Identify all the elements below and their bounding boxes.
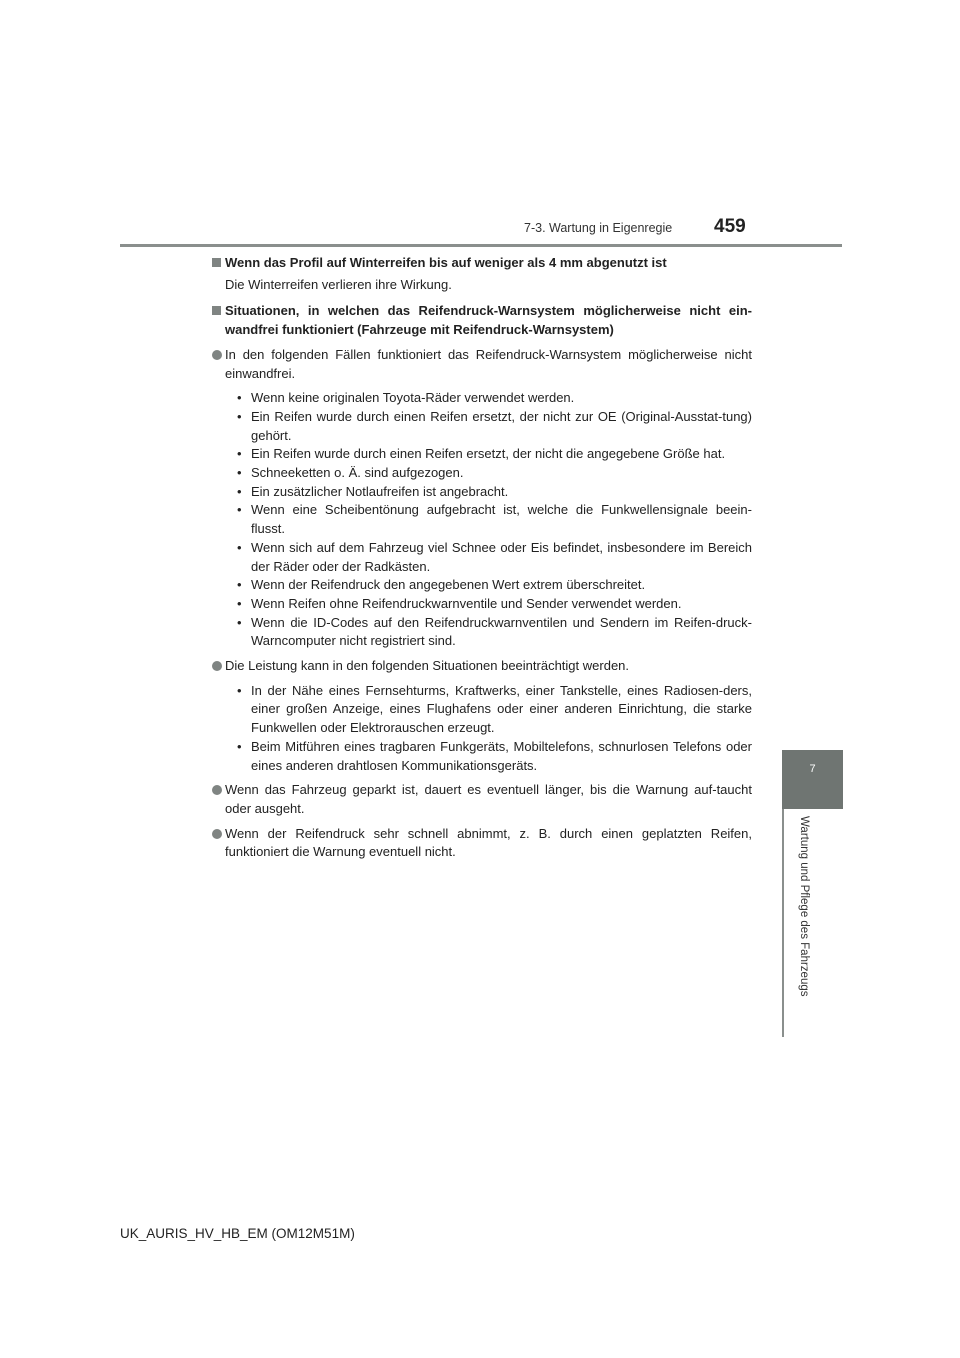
section-title: 7-3. Wartung in Eigenregie [524, 221, 673, 235]
bullet-text: In den folgenden Fällen funktioniert das Reifendruck-Warnsystem möglicherweise nicht einwandfrei. [225, 346, 752, 381]
list-item: • Schneeketten o. Ä. sind aufgezogen. [235, 464, 752, 483]
round-bullet-icon [212, 661, 222, 671]
list-item: • Ein Reifen wurde durch einen Reifen ersetzt, der nicht zur OE (Original-Ausstat-tung) gehört. [235, 408, 752, 445]
bullet-item [211, 346, 752, 383]
sub-list [235, 682, 752, 776]
list-item: • In der Nähe eines Fernsehturms, Kraftwerks, einer Tankstelle, eines Radiosen-ders, einer großen Anzeige, eines Flughafens oder einer anderen Einrichtung, die starke Funkwellen oder Elektrorauschen erzeugt. [235, 682, 752, 738]
square-bullet-icon [212, 258, 221, 267]
list-item: • Wenn sich auf dem Fahrzeug viel Schnee oder Eis befindet, insbesondere im Bereich der Räder oder der Radkästen. [235, 539, 752, 576]
section-heading-text: Situationen, in welchen das Reifendruck-Warnsystem möglicherweise nicht ein-wandfrei funktioniert (Fahrzeuge mit Reifendruck-Warnsystem) [225, 303, 752, 338]
section-text: Die Winterreifen verlieren ihre Wirkung. [225, 276, 452, 292]
bullet-text: Wenn das Fahrzeug geparkt ist, dauert es eventuell länger, bis die Warnung auf-taucht oder ausgeht. [225, 782, 752, 816]
bullet-item [211, 825, 752, 862]
list-item: • Wenn eine Scheibentönung aufgebracht ist, welche die Funkwellensignale beein-flusst. [235, 501, 752, 538]
list-item: • Wenn der Reifendruck den angegebenen Wert extrem überschreitet. [235, 576, 752, 595]
page-content [211, 254, 752, 862]
list-item: • Wenn die ID-Codes auf den Reifendruckwarnventilen und Sendern im Reifen-druck-Warncomputer nicht registriert sind. [235, 614, 752, 651]
section-heading [211, 254, 752, 273]
sub-list [235, 389, 752, 651]
chapter-label: Wartung und Pflege des Fahrzeugs [798, 816, 810, 997]
chapter-tab-divider [782, 809, 784, 1037]
round-bullet-icon [212, 829, 222, 839]
list-item: • Wenn Reifen ohne Reifendruckwarnventile und Sender verwendet werden. [235, 595, 752, 614]
document-code: UK_AURIS_HV_HB_EM (OM12M51M) [120, 1226, 355, 1241]
bullet-text: Wenn der Reifendruck sehr schnell abnimmt, z. B. durch einen geplatzten Reifen, funktioniert die Warnung eventuell nicht. [225, 825, 752, 860]
round-bullet-icon [212, 785, 222, 795]
list-item: • Ein zusätzlicher Notlaufreifen ist angebracht. [235, 483, 752, 502]
square-bullet-icon [212, 306, 221, 315]
list-item: • Beim Mitführen eines tragbaren Funkgeräts, Mobiltelefons, schnurlosen Telefons oder eines anderen drahtlosen Kommunikationsgeräts. [235, 738, 752, 775]
page-number: 459 [714, 216, 746, 237]
list-item: • Ein Reifen wurde durch einen Reifen ersetzt, der nicht die angegebene Größe hat. [235, 445, 752, 464]
list-item: • Wenn keine originalen Toyota-Räder verwendet werden. [235, 389, 752, 408]
bullet-item [211, 657, 752, 676]
bullet-item [211, 781, 752, 818]
section-heading [211, 302, 752, 339]
round-bullet-icon [212, 350, 222, 360]
chapter-number: 7 [809, 763, 816, 775]
bullet-text: Die Leistung kann in den folgenden Situationen beeinträchtigt werden. [225, 658, 630, 674]
header-divider [120, 244, 842, 247]
chapter-tab [782, 750, 843, 809]
section-heading-text: Wenn das Profil auf Winterreifen bis auf weniger als 4 mm abgenutzt ist [225, 255, 667, 270]
